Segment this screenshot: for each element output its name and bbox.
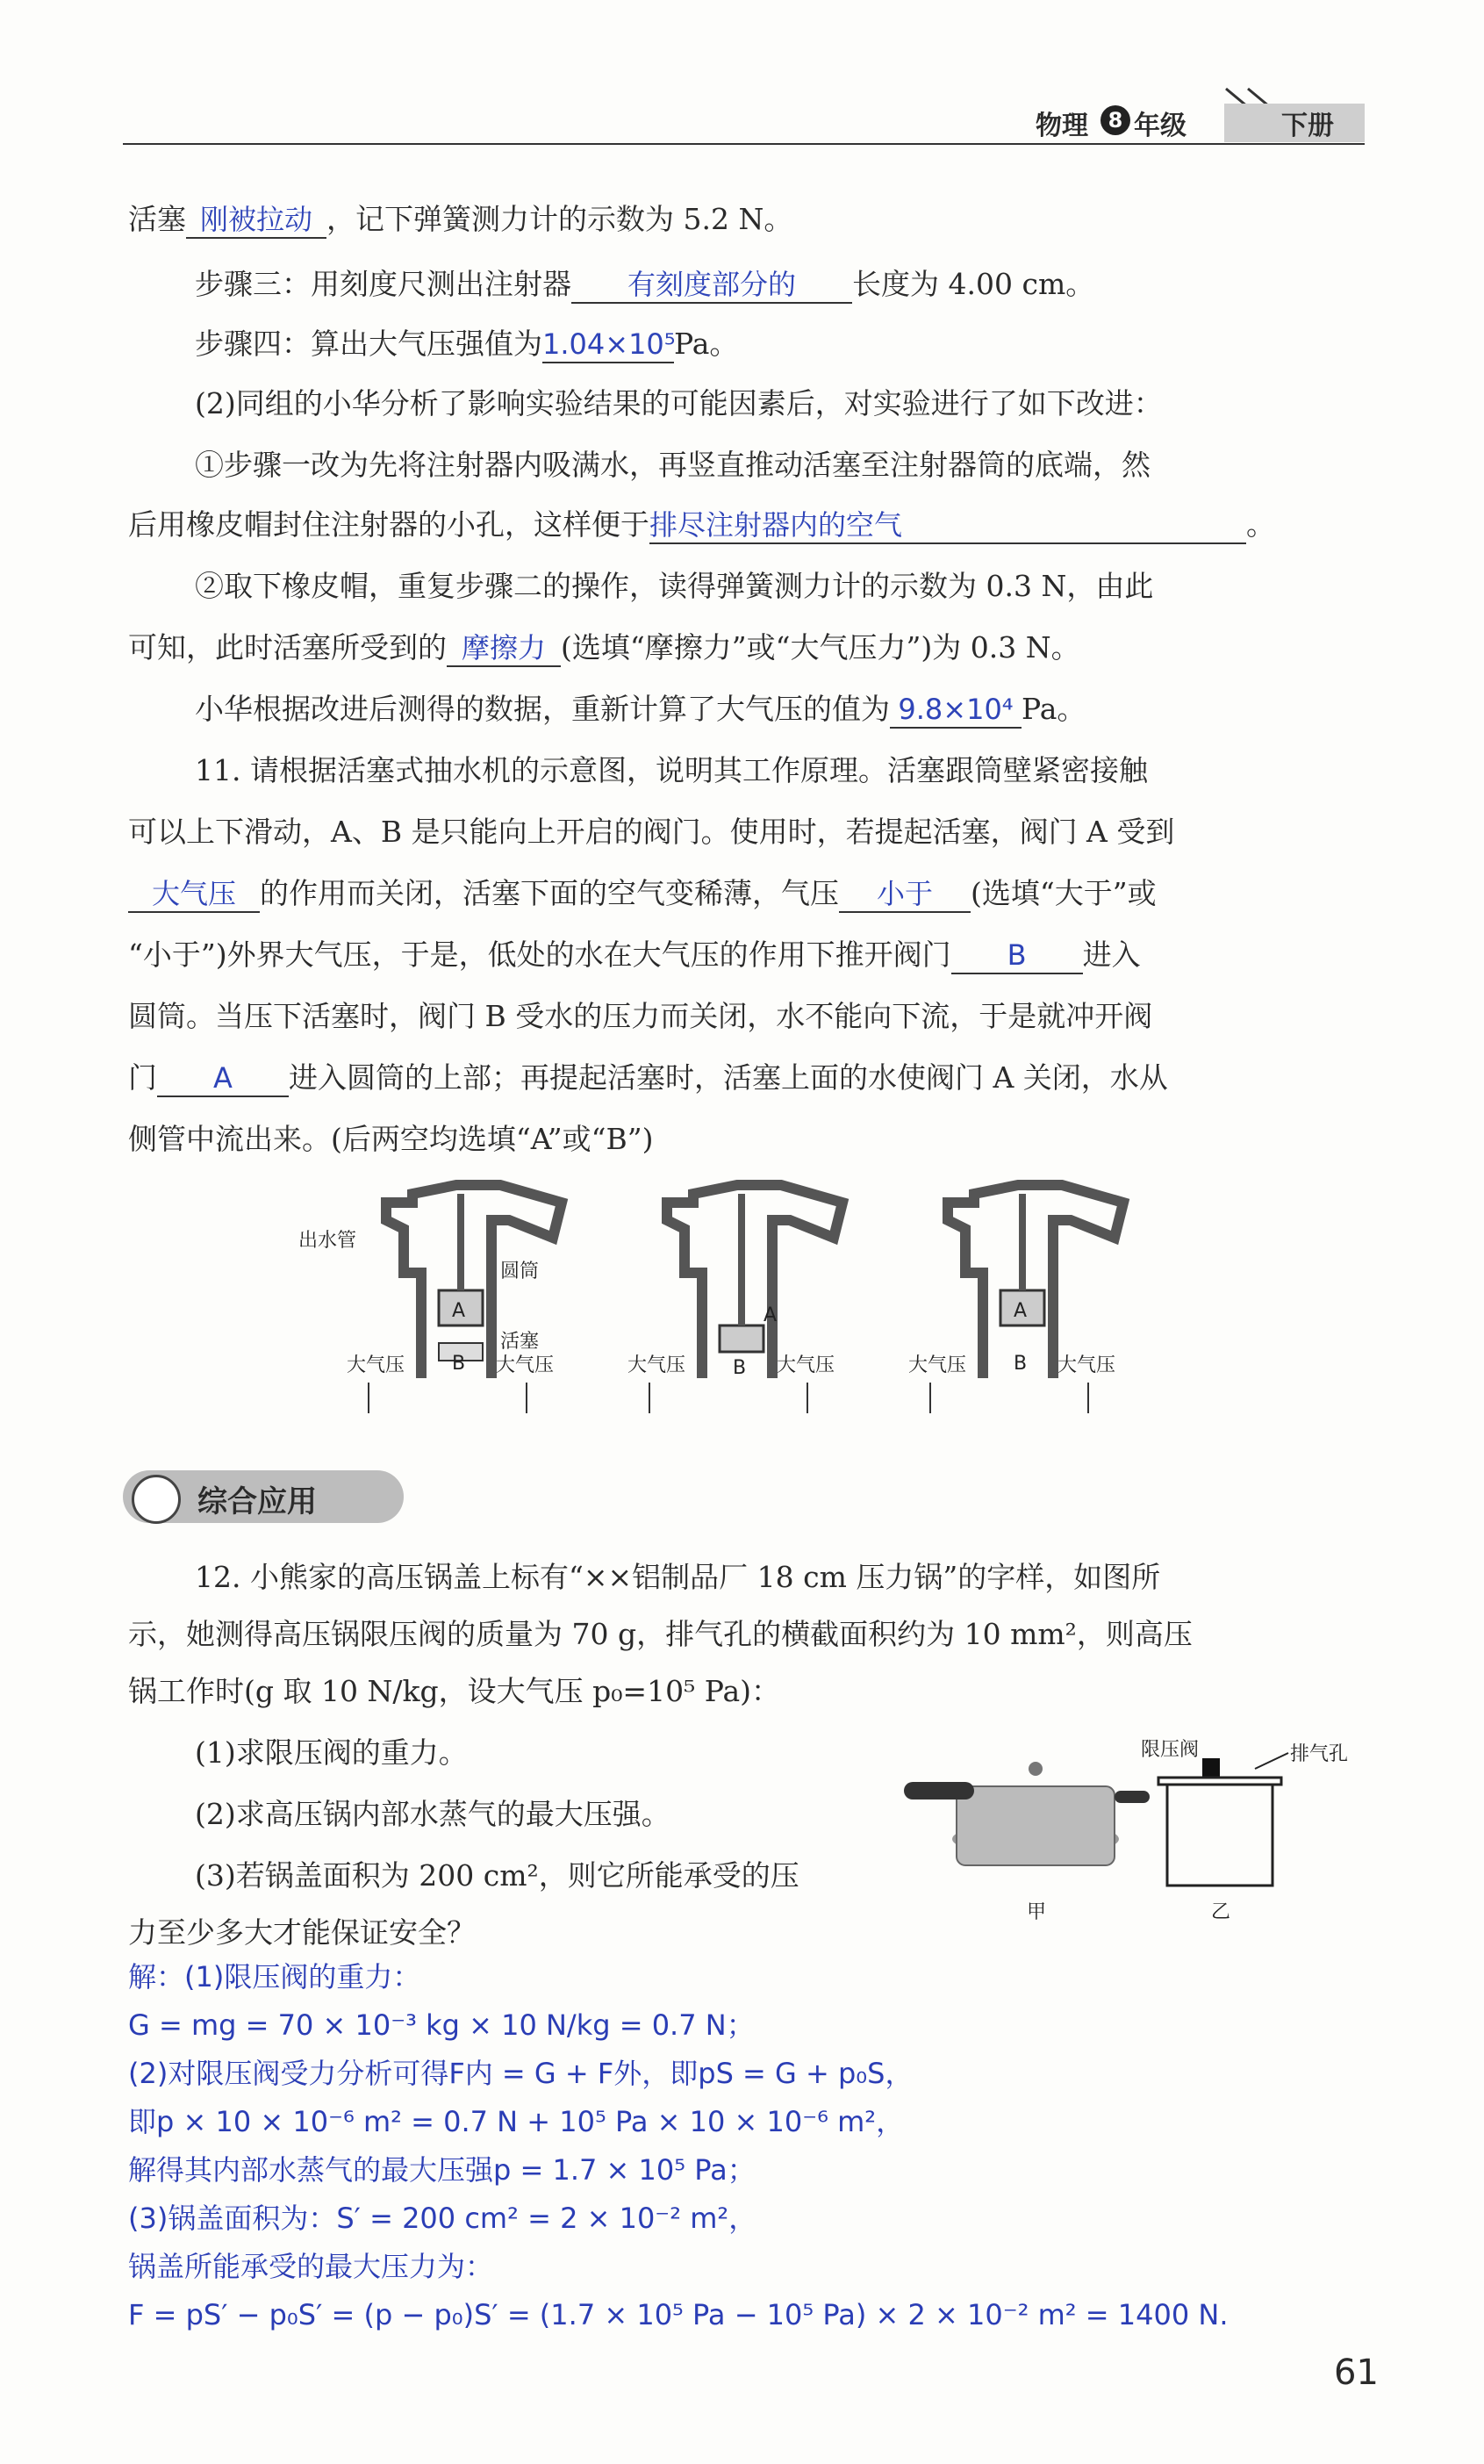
- svg-text:乙: 乙: [1211, 1901, 1231, 1923]
- pump-diagram-1: [298, 1185, 562, 1413]
- svg-text:圆筒: 圆筒: [500, 1261, 540, 1282]
- solution-line: F = pS′ − p₀S′ = (p − p₀)S′ = (1.7 × 10⁵ Pa − 10⁵ Pa) × 2 × 10⁻² m² = 1400 N.: [128, 2298, 1229, 2331]
- svg-text:大气压: 大气压: [347, 1354, 405, 1376]
- text-line: 可知，此时活塞所受到的 摩擦力 (选填“摩擦力”或“大气压力”)为 0.3 N。: [128, 629, 1080, 667]
- svg-text:活塞: 活塞: [500, 1331, 540, 1353]
- solution-line: (3)锅盖面积为：S′ = 200 cm² = 2 × 10⁻² m²，: [128, 2202, 757, 2235]
- text-line: 圆筒。当压下活塞时，阀门 B 受水的压力而关闭，水不能向下流，于是就冲开阀: [128, 999, 1153, 1033]
- text-line: (1)求限压阀的重力。: [195, 1735, 468, 1770]
- text-line: 示，她测得高压锅限压阀的质量为 70 g，排气孔的横截面积约为 10 mm²，则高压: [128, 1617, 1193, 1651]
- svg-text:A: A: [452, 1300, 466, 1322]
- answer-blank: 摩擦力: [447, 630, 561, 667]
- text-line: 步骤四：算出大气压强值为1.04×10⁵Pa。: [195, 325, 738, 363]
- header-grade: 年级: [1134, 111, 1186, 141]
- svg-text:B: B: [1014, 1353, 1028, 1375]
- text-line: (3)若锅盖面积为 200 cm²，则它所能承受的压: [195, 1858, 799, 1893]
- answer-blank: 大气压: [128, 876, 260, 913]
- answer-blank: 有刻度部分的: [571, 267, 852, 304]
- text-line: 步骤三：用刻度尺测出注射器 有刻度部分的 长度为 4.00 cm。: [195, 265, 1094, 304]
- text-line: 可以上下滑动，A、B 是只能向上开启的阀门。使用时，若提起活塞，阀门 A 受到: [128, 815, 1175, 849]
- solution-line: G = mg = 70 × 10⁻³ kg × 10 N/kg = 0.7 N；: [128, 2008, 755, 2042]
- text-line: 门 A 进入圆筒的上部；再提起活塞时，活塞上面的水使阀门 A 关闭，水从: [128, 1059, 1168, 1097]
- svg-text:大气压: 大气压: [1057, 1354, 1116, 1376]
- pump-figure: [298, 1167, 1158, 1431]
- svg-text:A: A: [1014, 1300, 1028, 1322]
- text-line: 小华根据改进后测得的数据，重新计算了大气压的值为 9.8×10⁴ Pa。: [195, 690, 1086, 729]
- cooker-photo: [904, 1762, 1150, 1923]
- solution-line: 解：(1)限压阀的重力：: [128, 1960, 421, 1993]
- text-line: ②取下橡皮帽，重复步骤二的操作，读得弹簧测力计的示数为 0.3 N，由此: [195, 569, 1154, 603]
- answer-blank: A: [157, 1060, 289, 1097]
- svg-text:大气压: 大气压: [908, 1354, 967, 1376]
- text-line: 12. 小熊家的高压锅盖上标有“××铝制品厂 18 cm 压力锅”的字样，如图所: [195, 1560, 1161, 1594]
- text-line: 11. 请根据活塞式抽水机的示意图，说明其工作原理。活塞跟筒壁紧密接触: [195, 753, 1148, 787]
- text-line: “小于”)外界大气压，于是，低处的水在大气压的作用下推开阀门 B 进入: [128, 936, 1141, 974]
- solution-line: 锅盖所能承受的最大压力为：: [128, 2250, 494, 2283]
- solution-line: 即p × 10 × 10⁻⁶ m² = 0.7 N + 10⁵ Pa × 10 × 10⁻⁶ m²，: [128, 2105, 905, 2138]
- answer-blank: 排尽注射器内的空气: [649, 507, 1246, 544]
- header-rule: [123, 143, 1365, 145]
- svg-text:甲: 甲: [1027, 1901, 1047, 1923]
- answer-blank: 小于: [839, 876, 971, 913]
- text-line: 力至少多大才能保证安全？: [128, 1915, 476, 1950]
- answer-blank: 刚被拉动: [186, 202, 326, 239]
- svg-text:B: B: [733, 1357, 747, 1379]
- answer-blank: 1.04×10⁵: [542, 327, 674, 363]
- svg-text:A: A: [764, 1304, 778, 1326]
- svg-text:大气压: 大气压: [627, 1354, 686, 1376]
- text-line: (2)同组的小华分析了影响实验结果的可能因素后，对实验进行了如下改进：: [195, 386, 1163, 420]
- svg-text:大气压: 大气压: [777, 1354, 835, 1376]
- svg-text:大气压: 大气压: [496, 1354, 555, 1376]
- text-line: 侧管中流出来。(后两空均选填“A”或“B”): [128, 1122, 654, 1156]
- header-subject: 物理: [1036, 111, 1088, 141]
- text-line: 后用橡皮帽封住注射器的小孔，这样便于排尽注射器内的空气 。: [128, 506, 1275, 544]
- cooker-figure: [904, 1734, 1395, 1936]
- text-line: (2)求高压锅内部水蒸气的最大压强。: [195, 1797, 670, 1831]
- solution-line: 解得其内部水蒸气的最大压强p = 1.7 × 10⁵ Pa；: [128, 2153, 756, 2187]
- grade-badge: 8: [1100, 105, 1130, 135]
- answer-blank: 9.8×10⁴: [890, 692, 1022, 729]
- answer-blank: B: [951, 937, 1083, 974]
- text-line: 大气压 的作用而关闭，活塞下面的空气变稀薄，气压 小于 (选填“大于”或: [128, 874, 1157, 913]
- page-number: 61: [1334, 2353, 1379, 2393]
- solution-line: (2)对限压阀受力分析可得F内 = G + F外，即pS = G + p₀S，: [128, 2057, 914, 2090]
- svg-text:出水管: 出水管: [298, 1230, 357, 1252]
- section-title: 综合应用: [197, 1484, 317, 1519]
- text-line: 活塞 刚被拉动 ，记下弹簧测力计的示数为 5.2 N。: [128, 200, 792, 239]
- section-banner: [123, 1470, 404, 1523]
- cooker-diagram: [1141, 1739, 1348, 1923]
- text-line: 锅工作时(g 取 10 N/kg，设大气压 p₀=10⁵ Pa)：: [128, 1674, 781, 1708]
- pump-diagram-2: [627, 1185, 842, 1413]
- pump-diagram-3: [908, 1185, 1123, 1413]
- text-line: ①步骤一改为先将注射器内吸满水，再竖直推动活塞至注射器筒的底端，然: [195, 448, 1151, 482]
- header-volume: 下册: [1281, 111, 1334, 141]
- svg-text:B: B: [452, 1353, 466, 1375]
- book-icon: [132, 1475, 181, 1524]
- svg-text:限压阀: 限压阀: [1141, 1739, 1200, 1761]
- svg-text:排气孔: 排气孔: [1290, 1743, 1349, 1765]
